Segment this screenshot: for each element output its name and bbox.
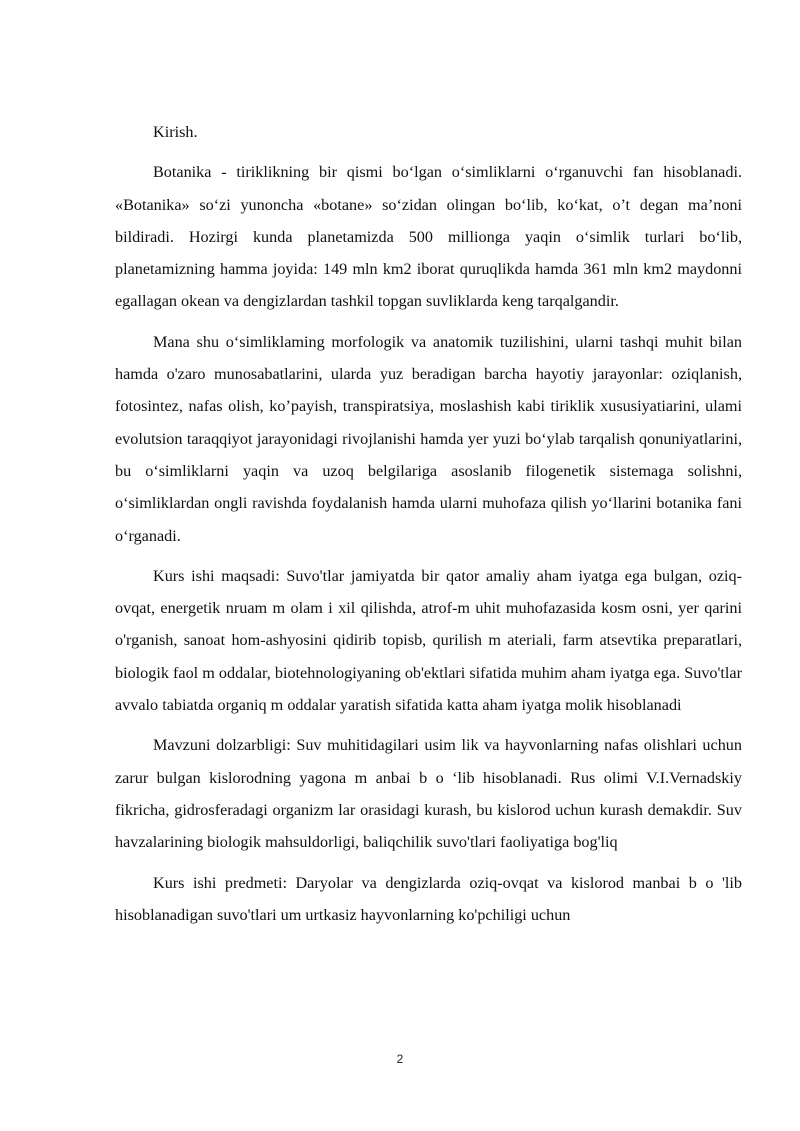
paragraph-course-goal: Kurs ishi maqsadi: Suvo'tlar jamiyatda bir qator amaliy aham iyatga ega bulgan, oziq-ovqat, energetik nruam m olam i xil qilishda, atrof-m uhit muhofazasida kosm osni, yer qarini o'rganish, sanoat hom-ashyosini qidirib topisb, qurilish m ateriali, farm atsevtika preparatlari, biologik faol m oddalar, biotehnologiyaning ob'ektlari sifatida muhim aham iyatga ega. Suvo'tlar avvalo tabiatda organiq m oddalar yaratish sifatida katta aham iyatga molik hisoblanadi: [115, 566, 742, 715]
paragraph-relevance: Mavzuni dolzarbligi: Suv muhitidagilari usim lik va hayvonlarning nafas olishlari uchun zarur bulgan kislorodning yagona m anbai b o ‘lib hisoblanadi. Rus olimi V.I.Vernadskiy fikricha, gidrosferadagi organizm lar orasidagi kurash, bu kislorod uchun kurash demakdir. Suv havzalarining biologik mahsuldorligi, baliqchilik suvo'tlari faoliyatiga bog'liq: [115, 736, 742, 852]
document-body: [115, 116, 742, 939]
paragraph-botanika-scope: Mana shu o‘simliklaming morfologik va anatomik tuzilishini, ularni tashqi muhit bilan hamda o'zaro munosabatlarini, ularda yuz beradigan barcha hayotiy jarayonlar: oziqlanish, fotosintez, nafas olish, ko’payish, transpiratsiya, moslashish kabi tiriklik xususiyatiarini, ulami evolutsion taraqqiyot jarayonidagi rivojlanishi hamda yer yuzi bo‘ylab tarqalish qonuniyatlarini, bu o‘simliklarni yaqin va uzoq belgilariga asoslanib filogenetik sistemaga solishni, o‘simliklardan ongli ravishda foydalanish hamda ularni muhofaza qilish yo‘llarini botanika fani o‘rganadi.: [115, 332, 742, 545]
paragraph-course-subject: Kurs ishi predmeti: Daryolar va dengizlarda oziq-ovqat va kislorod manbai b o 'lib hisoblanadigan suvo'tlari um urtkasiz hayvonlarning ko'pchiligi uchun: [115, 873, 742, 924]
section-heading: Kirish.: [153, 123, 198, 141]
paragraph-botanika-intro: Botanika - tiriklikning bir qismi bo‘lgan o‘simliklarni o‘rganuvchi fan hisoblanadi. «Botanika» so‘zi yunoncha «botane» so‘zidan olingan bo‘lib, ko‘kat, o’t degan ma’noni bildiradi. Hozirgi kunda planetamizda 500 millionga yaqin o‘simlik turlari bo‘lib, planetamizning hamma joyida: 149 mln km2 iborat quruqlikda hamda 361 mln km2 maydonni egallagan okean va dengizlardan tashkil topgan suvliklarda keng tarqalgandir.: [115, 163, 742, 311]
page-number: 2: [396, 1052, 404, 1066]
